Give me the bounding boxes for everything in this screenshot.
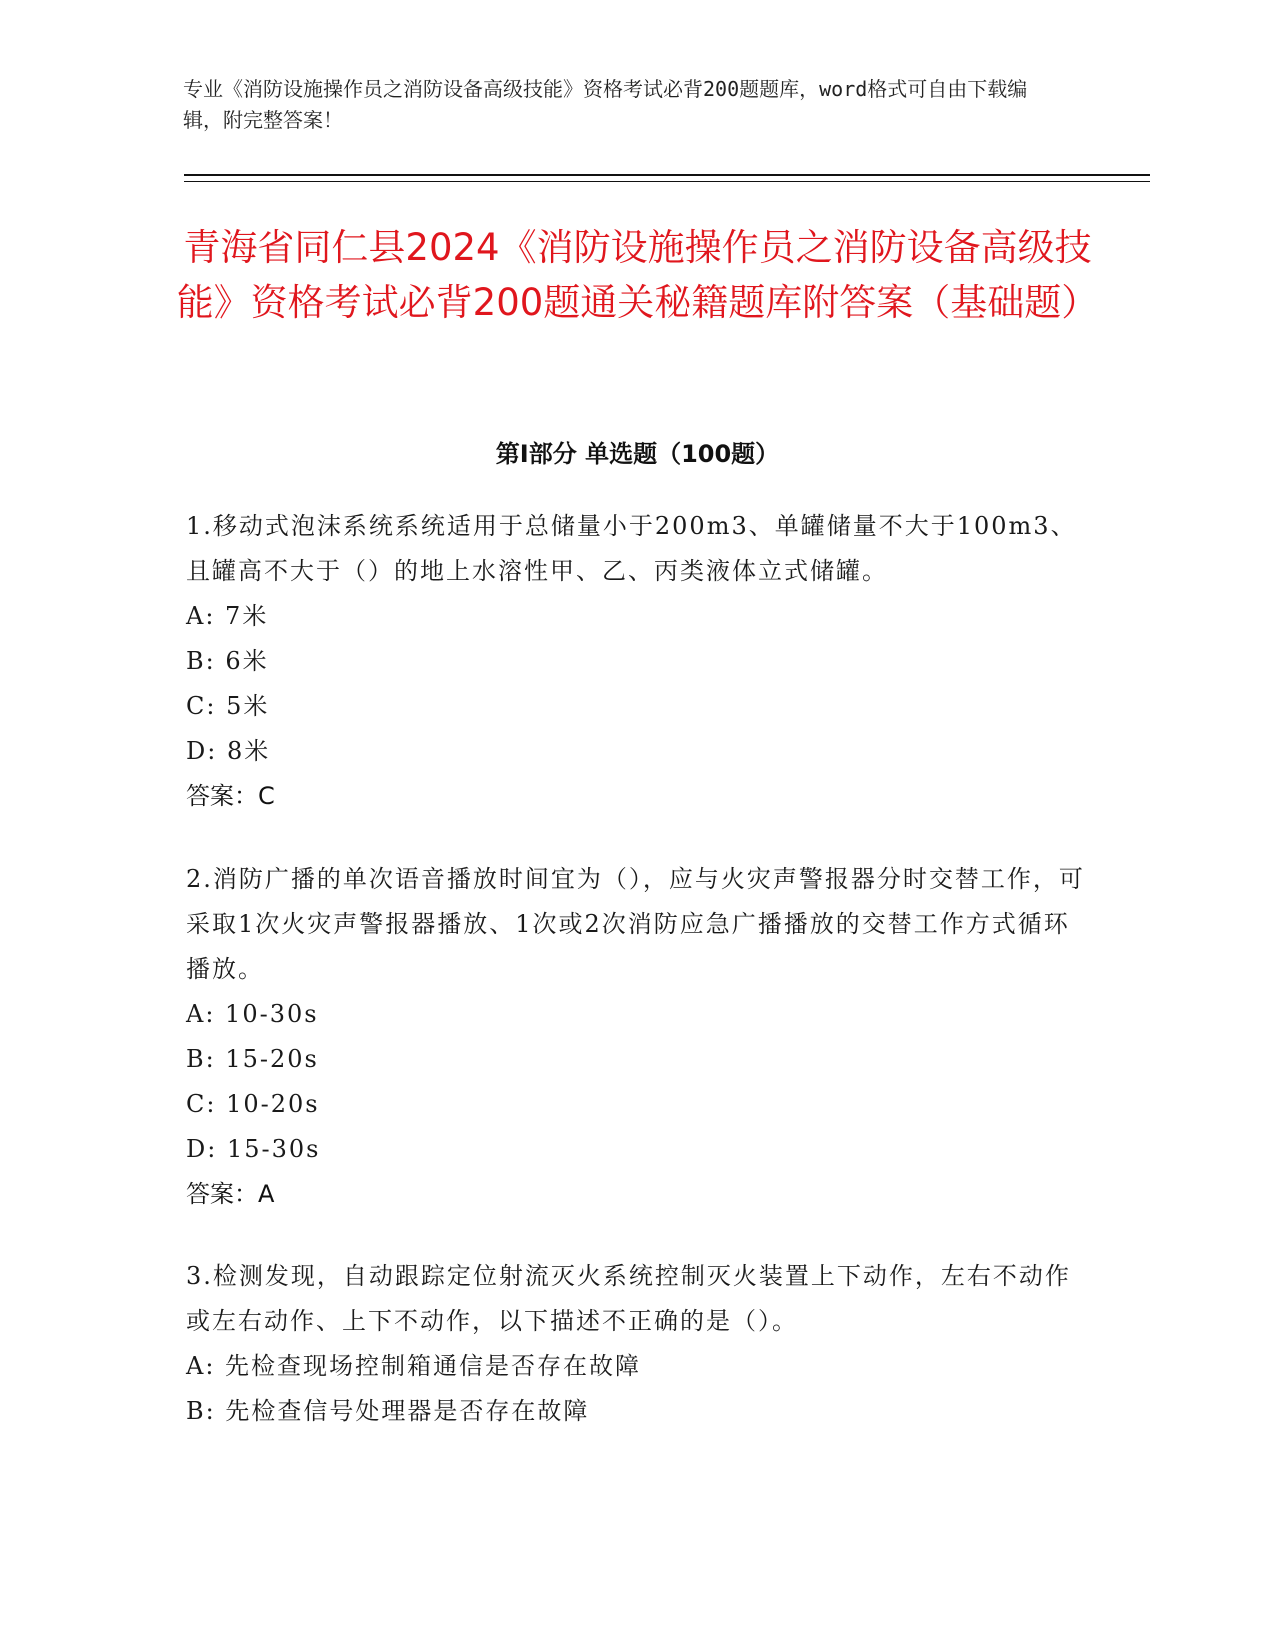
header-divider-thick <box>184 174 1150 176</box>
question-3 <box>186 1254 1091 1434</box>
question-text: 2.消防广播的单次语音播放时间宜为（），应与火灾声警报器分时交替工作，可采取1次火灾声警报器播放、1次或2次消防应急广播播放的交替工作方式循环播放。 <box>186 865 1085 983</box>
option-d: D: 15-30s <box>186 1135 321 1163</box>
option-d: D: 8米 <box>186 737 271 765</box>
answer: 答案：C <box>186 782 275 810</box>
option-b: B: 先检查信号处理器是否存在故障 <box>186 1397 590 1425</box>
document-title: 青海省同仁县2024《消防设施操作员之消防设备高级技能》资格考试必背200题通关秘籍题库附答案（基础题） <box>176 226 1099 324</box>
section-title: 第Ⅰ部分 单选题（100题） <box>495 440 780 468</box>
answer: 答案：A <box>186 1180 275 1208</box>
option-a: A: 7米 <box>186 602 269 630</box>
question-text: 1.移动式泡沫系统系统适用于总储量小于200m3、单罐储量不大于100m3、且罐高不大于（）的地上水溶性甲、乙、丙类液体立式储罐。 <box>186 512 1077 585</box>
header-divider-thin <box>184 181 1150 182</box>
header-note: 专业《消防设施操作员之消防设备高级技能》资格考试必背200题题库，word格式可自由下载编辑，附完整答案！ <box>183 77 1028 132</box>
option-b: B: 15-20s <box>186 1045 319 1073</box>
question-1 <box>186 504 1091 819</box>
question-text: 3.检测发现，自动跟踪定位射流灭火系统控制灭火装置上下动作，左右不动作或左右动作、上下不动作，以下描述不正确的是（）。 <box>186 1262 1071 1335</box>
question-2 <box>186 857 1091 1217</box>
option-c: C: 10-20s <box>186 1090 320 1118</box>
option-a: A: 先检查现场控制箱通信是否存在故障 <box>186 1352 642 1380</box>
option-a: A: 10-30s <box>186 1000 319 1028</box>
option-c: C: 5米 <box>186 692 270 720</box>
option-b: B: 6米 <box>186 647 269 675</box>
